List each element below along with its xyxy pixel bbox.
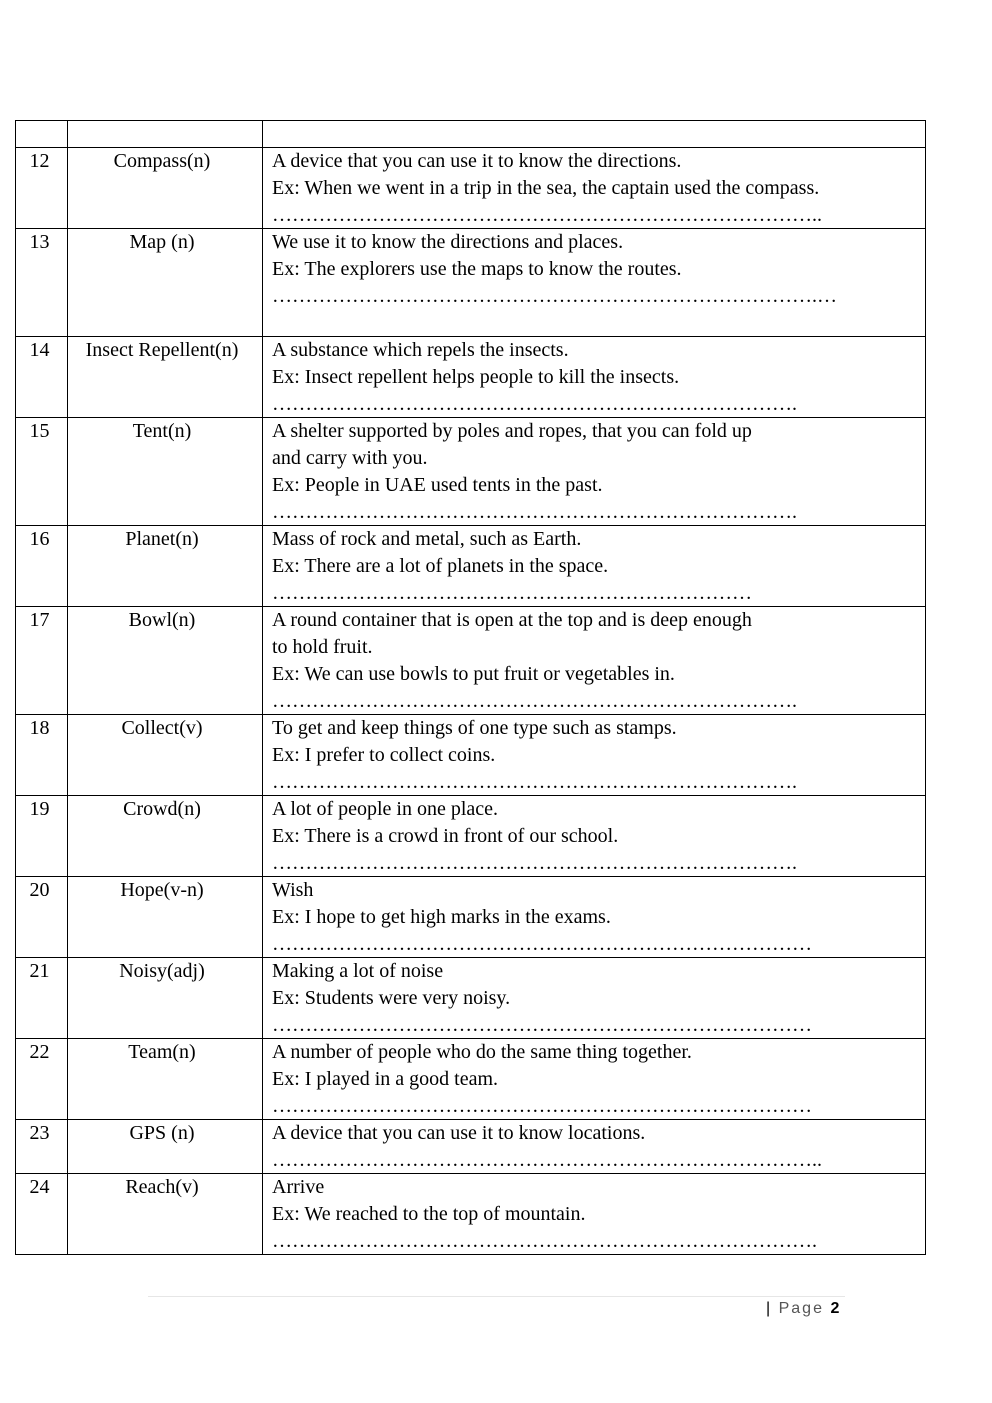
answer-blank-line[interactable]: ……………………………………………………………………….: [272, 1230, 817, 1252]
row-number: 17: [16, 607, 68, 715]
vocab-word: Compass(n): [68, 148, 263, 229]
row-number: 23: [16, 1120, 68, 1174]
answer-blank-line[interactable]: ………………………………………………………………………: [272, 1014, 812, 1036]
definition-line: Ex: We can use bowls to put fruit or vegetables in.: [272, 663, 675, 685]
definition-text: A round container that is open at the top and is deep enough: [272, 609, 752, 631]
definition-cell: [263, 1120, 926, 1174]
definition-cell: [263, 526, 926, 607]
vocabulary-table: [15, 120, 926, 1255]
vocab-word: GPS (n): [68, 1120, 263, 1174]
definition-text: A lot of people in one place.: [272, 798, 499, 820]
row-number: 24: [16, 1174, 68, 1255]
row-number: 14: [16, 337, 68, 418]
answer-blank-line[interactable]: …………………………………………………………………….: [272, 501, 797, 523]
vocab-row: [16, 418, 926, 526]
vocab-word: Team(n): [68, 1039, 263, 1120]
footer-divider: [148, 1296, 845, 1297]
definition-cell: [263, 607, 926, 715]
vocab-row: [16, 148, 926, 229]
answer-blank-line[interactable]: ………………………………………………………………………..: [272, 1149, 822, 1171]
empty-cell: [68, 121, 263, 148]
definition-text: To get and keep things of one type such as stamps.: [272, 717, 677, 739]
vocab-row: [16, 877, 926, 958]
definition-line: to hold fruit.: [272, 636, 373, 658]
vocab-word: Reach(v): [68, 1174, 263, 1255]
definition-text: Wish: [272, 879, 314, 901]
vocab-row: [16, 958, 926, 1039]
page-number: 2: [830, 1300, 840, 1317]
answer-blank-line[interactable]: ………………………………………………………………………: [272, 1095, 812, 1117]
definition-cell: [263, 877, 926, 958]
vocab-row: [16, 607, 926, 715]
definition-line: Ex: We reached to the top of mountain.: [272, 1203, 586, 1225]
page-word: Page: [778, 1300, 824, 1317]
definition-line: Ex: I prefer to collect coins.: [272, 744, 496, 766]
answer-blank-line[interactable]: ………………………………………………………………………..: [272, 204, 822, 226]
vocab-word: Hope(v-n): [68, 877, 263, 958]
definition-cell: [263, 418, 926, 526]
page-number-label: [766, 1300, 839, 1318]
definition-line: Ex: Insect repellent helps people to kill the insects.: [272, 366, 680, 388]
definition-text: A shelter supported by poles and ropes, that you can fold up: [272, 420, 752, 442]
vocab-row: [16, 337, 926, 418]
vocab-word: Bowl(n): [68, 607, 263, 715]
vocab-row: [16, 715, 926, 796]
definition-line: Ex: People in UAE used tents in the past.: [272, 474, 603, 496]
definition-cell: [263, 958, 926, 1039]
definition-cell: [263, 796, 926, 877]
definition-text: A substance which repels the insects.: [272, 339, 569, 361]
definition-line: Ex: There is a crowd in front of our school.: [272, 825, 619, 847]
empty-cell: [16, 121, 68, 148]
footer-separator: |: [766, 1300, 771, 1317]
definition-line: Ex: When we went in a trip in the sea, the captain used the compass.: [272, 177, 820, 199]
answer-blank-line[interactable]: …………………………………………………………………….: [272, 771, 797, 793]
definition-cell: [263, 1174, 926, 1255]
definition-text: Making a lot of noise: [272, 960, 444, 982]
definition-line: Ex: The explorers use the maps to know the routes.: [272, 258, 682, 280]
definition-text: A device that you can use it to know locations.: [272, 1122, 646, 1144]
vocab-row: [16, 1039, 926, 1120]
vocab-row: [16, 796, 926, 877]
definition-text: A device that you can use it to know the directions.: [272, 150, 682, 172]
row-number: 20: [16, 877, 68, 958]
row-number: 18: [16, 715, 68, 796]
vocab-row: [16, 526, 926, 607]
vocab-row: [16, 1174, 926, 1255]
definition-line: Ex: Students were very noisy.: [272, 987, 511, 1009]
row-number: 13: [16, 229, 68, 337]
row-number: 15: [16, 418, 68, 526]
answer-blank-line[interactable]: …………………………………………………………………….: [272, 393, 797, 415]
definition-text: We use it to know the directions and places.: [272, 231, 624, 253]
definition-cell: [263, 1039, 926, 1120]
answer-blank-line[interactable]: ………………………………………………………………………: [272, 933, 812, 955]
answer-blank-line[interactable]: …………………………………………………………………….: [272, 690, 797, 712]
definition-line: and carry with you.: [272, 447, 428, 469]
empty-header-row: [16, 121, 926, 148]
definition-cell: [263, 337, 926, 418]
vocab-word: Insect Repellent(n): [68, 337, 263, 418]
row-number: 12: [16, 148, 68, 229]
definition-text: A number of people who do the same thing together.: [272, 1041, 692, 1063]
definition-cell: [263, 148, 926, 229]
vocab-row: [16, 1120, 926, 1174]
definition-cell: [263, 715, 926, 796]
row-number: 22: [16, 1039, 68, 1120]
definition-line: Ex: I played in a good team.: [272, 1068, 499, 1090]
answer-blank-line[interactable]: ……………………………………………………………………….…: [272, 285, 837, 307]
row-number: 16: [16, 526, 68, 607]
vocab-row: [16, 229, 926, 337]
vocab-word: Map (n): [68, 229, 263, 337]
row-number: 19: [16, 796, 68, 877]
vocab-word: Tent(n): [68, 418, 263, 526]
row-number: 21: [16, 958, 68, 1039]
definition-cell: [263, 229, 926, 337]
vocab-word: Collect(v): [68, 715, 263, 796]
answer-blank-line[interactable]: ………………………………………………………………: [272, 582, 752, 604]
definition-text: Mass of rock and metal, such as Earth.: [272, 528, 582, 550]
definition-text: Arrive: [272, 1176, 325, 1198]
definition-line: Ex: I hope to get high marks in the exams.: [272, 906, 611, 928]
definition-line: Ex: There are a lot of planets in the space.: [272, 555, 609, 577]
empty-cell: [263, 121, 926, 148]
vocab-word: Noisy(adj): [68, 958, 263, 1039]
vocab-word: Crowd(n): [68, 796, 263, 877]
vocab-word: Planet(n): [68, 526, 263, 607]
answer-blank-line[interactable]: …………………………………………………………………….: [272, 852, 797, 874]
